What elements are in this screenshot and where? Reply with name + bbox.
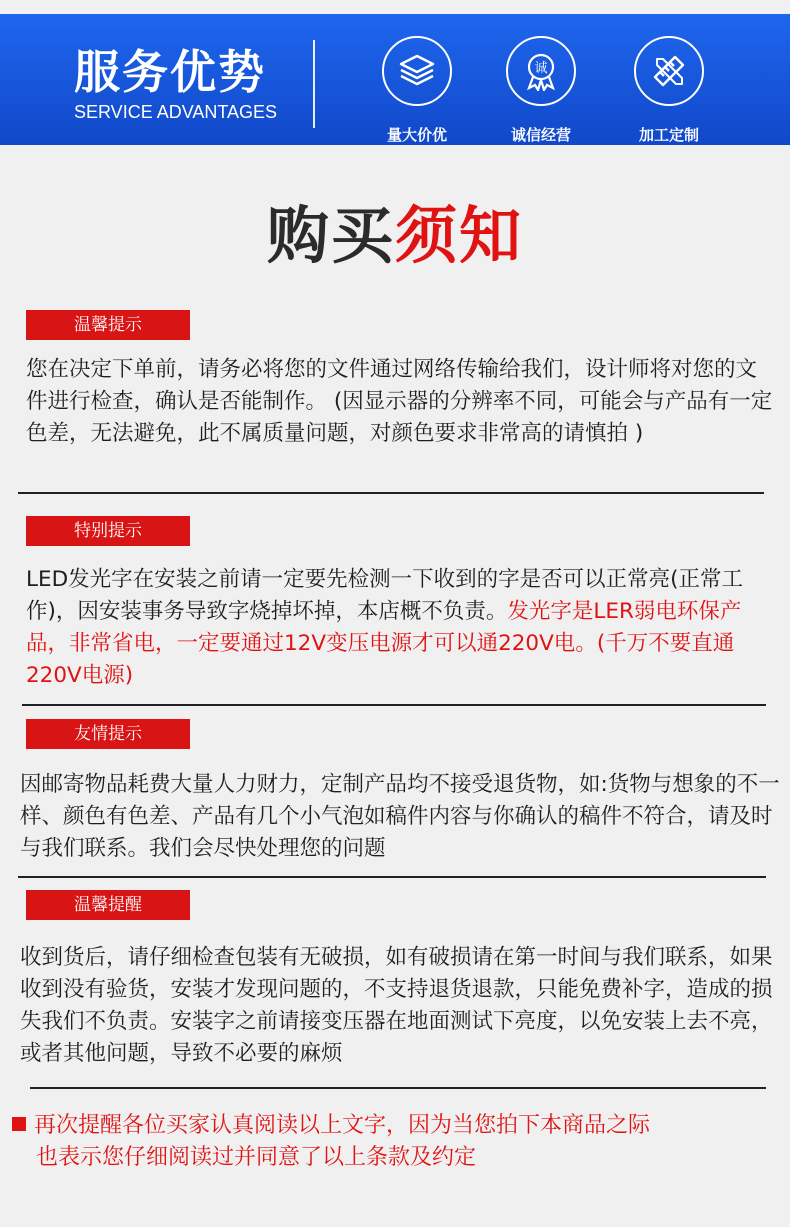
layers-icon	[382, 36, 452, 106]
title-part-2: 须知	[395, 199, 524, 272]
svg-text:诚: 诚	[534, 61, 548, 76]
special-tip-normal: LED发光字在安装之前请一定要先检测一下收到的字是否可以正常亮(正常工作)，因安装事务导致字烧掉坏掉，本店概不负责。	[26, 567, 744, 624]
purchase-notice-title	[0, 186, 790, 275]
section-tag-warm-reminder: 温馨提醒	[26, 890, 190, 920]
section-divider	[18, 492, 764, 494]
section-tag-special-tip: 特别提示	[26, 516, 190, 546]
feature-custom-processing	[614, 36, 724, 145]
feature-label: 诚信经营	[510, 126, 571, 144]
section-divider	[22, 704, 766, 706]
section-divider	[18, 876, 766, 878]
feature-label: 量大价优	[386, 126, 447, 144]
section-divider	[30, 1087, 766, 1089]
bullet-square	[12, 1117, 26, 1131]
honesty-badge-icon	[506, 36, 576, 106]
section-text-special-tip	[26, 564, 768, 692]
title-part-1: 购买	[266, 199, 395, 272]
feature-volume-price	[362, 36, 472, 145]
feature-label: 加工定制	[638, 126, 699, 144]
section-tag-friendly-tip: 友情提示	[26, 719, 190, 749]
special-tip-red: 发光字是LER弱电环保产品，非常省电，一定要通过12V变压电源才可以通220V电。(千万不要直通220V电源)	[26, 599, 742, 688]
section-text-warm-tip: 您在决定下单前，请务必将您的文件通过网络传输给我们，设计师将对您的文件进行检查，确认是否能制作。 (因显示器的分辨率不同，可能会与产品有一定色差，无法避免，此不属质量问题，对颜色要求非常高的请慎拍 )	[26, 357, 773, 446]
section-tag-warm-tip: 温馨提示	[26, 310, 190, 340]
ruler-pencil-icon	[634, 36, 704, 106]
section-text-friendly-tip: 因邮寄物品耗费大量人力财力，定制产品均不接受退货物，如:货物与想象的不一样、颜色有色差、产品有几个小气泡如稿件内容与你确认的稿件不符合，请及时与我们联系。我们会尽快处理您的问题	[20, 772, 780, 861]
header-divider	[313, 40, 315, 128]
final-notice	[12, 1110, 782, 1174]
feature-honesty	[486, 36, 596, 145]
section-text-warm-reminder: 收到货后，请仔细检查包装有无破损，如有破损请在第一时间与我们联系，如果收到没有验货，安装才发现问题的，不支持退货退款，只能免费补字，造成的损失我们不负责。安装字之前请接变压器在地面测试下亮度，以免安装上去不亮，或者其他问题，导致不必要的麻烦	[20, 945, 773, 1066]
final-notice-line-1: 再次提醒各位买家认真阅读以上文字，因为当您拍下本商品之际	[34, 1113, 651, 1138]
service-advantages-header	[0, 14, 790, 145]
header-title: 服务优势	[74, 45, 266, 99]
header-subtitle: SERVICE ADVANTAGES	[74, 102, 278, 122]
final-notice-line-2: 也表示您仔细阅读过并同意了以上条款及约定	[36, 1145, 477, 1170]
